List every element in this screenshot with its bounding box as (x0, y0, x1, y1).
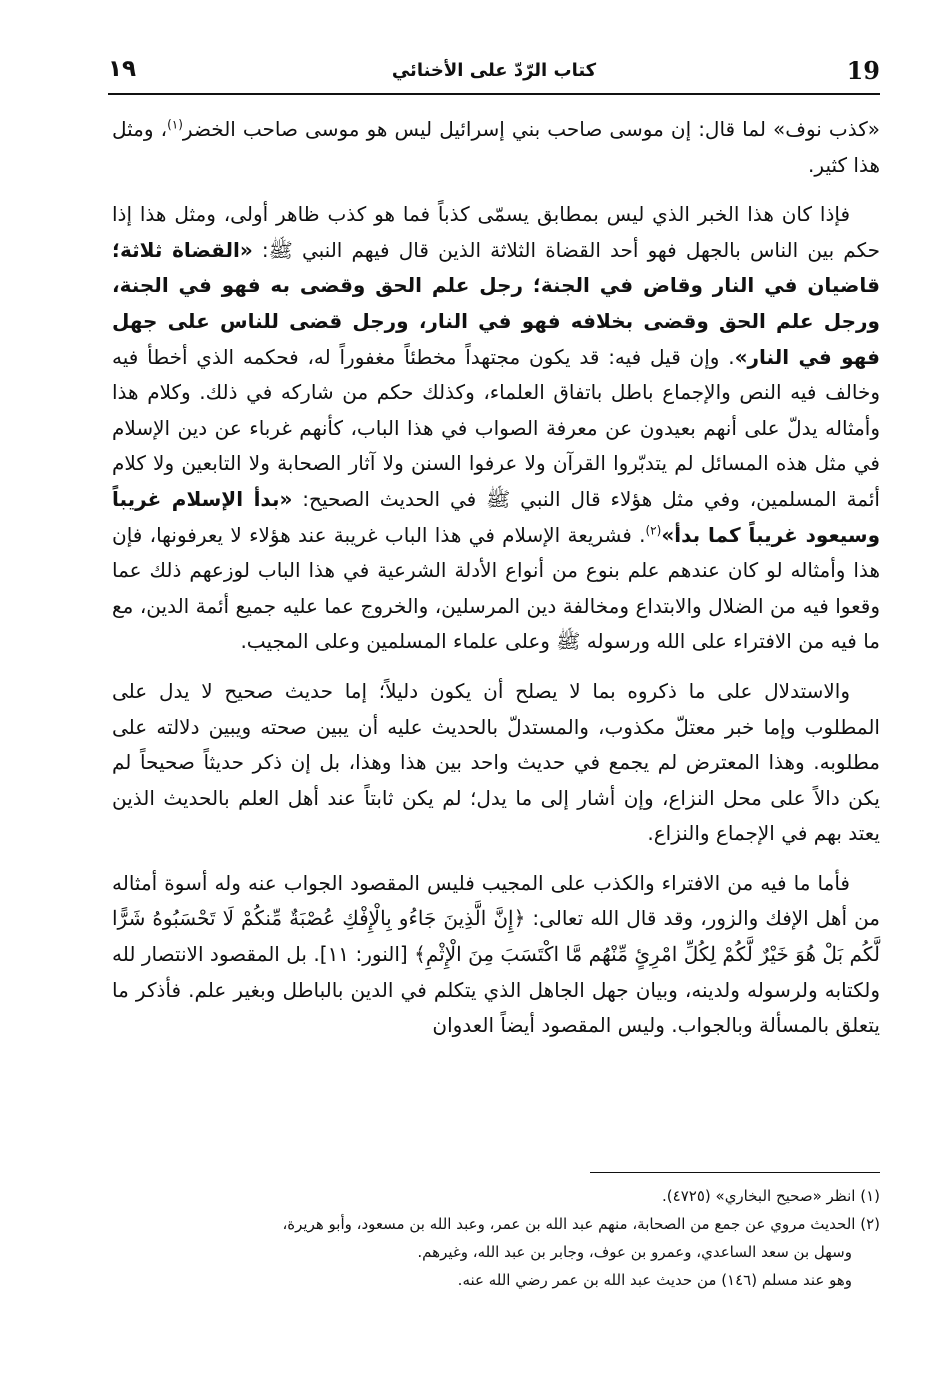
footnote-1: (١) انظر «صحيح البخاري» (٤٧٢٥). (662, 1187, 880, 1205)
footnotes (112, 1182, 880, 1294)
p1-tail: ، ومثل هذا كثير. (112, 117, 880, 177)
hadith-islam-stranger: «بدأ الإسلام غريباً وسيعود غريباً كما بدأ» (112, 486, 880, 547)
header-rule (108, 93, 880, 95)
p4-rest: . بل المقصود الانتصار لله ولكتابه ولرسوله ولدينه، وبيان جهل الجاهل الذي يتكلم في الدين بالباطل وبغير علم. فأذكر ما يتعلق بالمسألة وبالجواب. وليس المقصود أيضاً العدوان (112, 942, 880, 1038)
paragraph-2 (112, 197, 880, 660)
footnote-ref-2: (٢) (645, 522, 662, 537)
footnote-2: (٢) الحديث مروي عن جمع من الصحابة، منهم عبد الله بن عمر، وعبد الله بن مسعود، وأبو هريرة، (282, 1215, 880, 1233)
main-text (112, 112, 880, 1058)
p2-intro: فإذا كان هذا الخبر الذي ليس بمطابق يسمّى كذباً فما هو كذب ظاهر أولى، ومثل هذا إذا حكم بين الناس بالجهل فهو أحد القضاة الثلاثة الذين قال فيهم النبي ﷺ: (112, 202, 880, 262)
p4-intro: فأما ما فيه من الافتراء والكذب على المجيب فليس المقصود الجواب عنه وله أسوة أمثاله من أهل الإفك والزور، وقد قال الله تعالى: (112, 870, 881, 931)
paragraph-1 (112, 112, 880, 183)
p2-rest: . وإن قيل فيه: قد يكون مجتهداً مخطئاً مغفوراً له، فحكمه الذي أخطأ فيه وخالف فيه النص والإجماع باطل باتفاق العلماء، وكذلك حكم من شاركه في ذلك. وكلام هذا وأمثاله يدلّ على أنهم بعيدون عن معرفة الصواب في هذا الباب، كأنهم غرباء عن دين الإسلام في مثل هذه المسائل لم يتدبّروا القرآن ولا عرفوا السنن ولا آثار الصحابة ولا التابعين ولا كلام أئمة المسلمين، وفي مثل هؤلاء قال النبي ﷺ في الحديث الصحيح: (112, 344, 880, 511)
verse-citation: [النور: ١١] (319, 942, 415, 967)
paragraph-4 (112, 866, 880, 1044)
page-number-arabic: ١٩ (108, 56, 137, 82)
footnote-2-line-2: وسهل بن سعد الساعدي، وعمرو بن عوف، وجابر بن عبد الله، وغيرهم. (417, 1243, 852, 1261)
quran-verse: ﴿إِنَّ الَّذِينَ جَاءُو بِالْإِفْكِ عُصْبَةٌ مِّنكُمْ لَا تَحْسَبُوهُ شَرًّا لَّكُم بَلْ هُوَ خَيْرٌ لَّكُمْ لِكُلِّ امْرِئٍ مِّنْهُم مَّا اكْتَسَبَ مِنَ الْإِثْمِ﴾ (112, 906, 880, 967)
footnote-rule (590, 1172, 880, 1173)
footnote-2-line-3: وهو عند مسلم (١٤٦) من حديث عبد الله بن عمر رضي الله عنه. (457, 1271, 852, 1289)
running-title: كتاب الرّدّ على الأخنائي (391, 60, 597, 81)
hadith-judges: «القضاة ثلاثة؛ قاضيان في النار وقاض في الجنة؛ رجل علم الحق وقضى به فهو في الجنة، ورجل علم الحق وقضى بخلافه فهو في النار، ورجل قضى للناس على جهل فهو في النار» (112, 237, 880, 369)
footnote-ref-1: (١) (167, 117, 183, 132)
p2-rest2: . فشريعة الإسلام في هذا الباب غريبة عند هؤلاء لا يعرفونها، فإن هذا وأمثاله لو كان عندهم علم بنوع من أنواع الأدلة الشرعية في هذا الباب لوزعهم ذلك عما وقعوا فيه من الضلال والابتداع ومخالفة دين المرسلين، والخروج عما عليه جميع أئمة الدين، مع ما فيه من الافتراء على الله ورسوله ﷺ وعلى علماء المسلمين وعلى المجيب. (112, 522, 880, 654)
paragraph-3: والاستدلال على ما ذكروه بما لا يصلح أن يكون دليلاً؛ إما حديث صحيح لا يدل على المطلوب وإما خبر معتلّ مكذوب، والمستدلّ بالحديث عليه أن يبين صحته ويبين دلالته على مطلوبه. وهذا المعترض لم يجمع في حديث واحد بين هذا وهذا، بل إن ذكر حديثاً صحيحاً لم يكن دالاً على محل النزاع، وإن أشار إلى ما يدل؛ لم يكن ثابتاً عند أهل العلم بالحديث الذين يعتد بهم في الإجماع والنزاع. (112, 678, 880, 846)
page-header (108, 52, 880, 92)
page-number-latin: 19 (846, 56, 880, 85)
p1-text: «كذب نوف» لما قال: إن موسى صاحب بني إسرائيل ليس هو موسى صاحب الخضر (182, 117, 880, 141)
